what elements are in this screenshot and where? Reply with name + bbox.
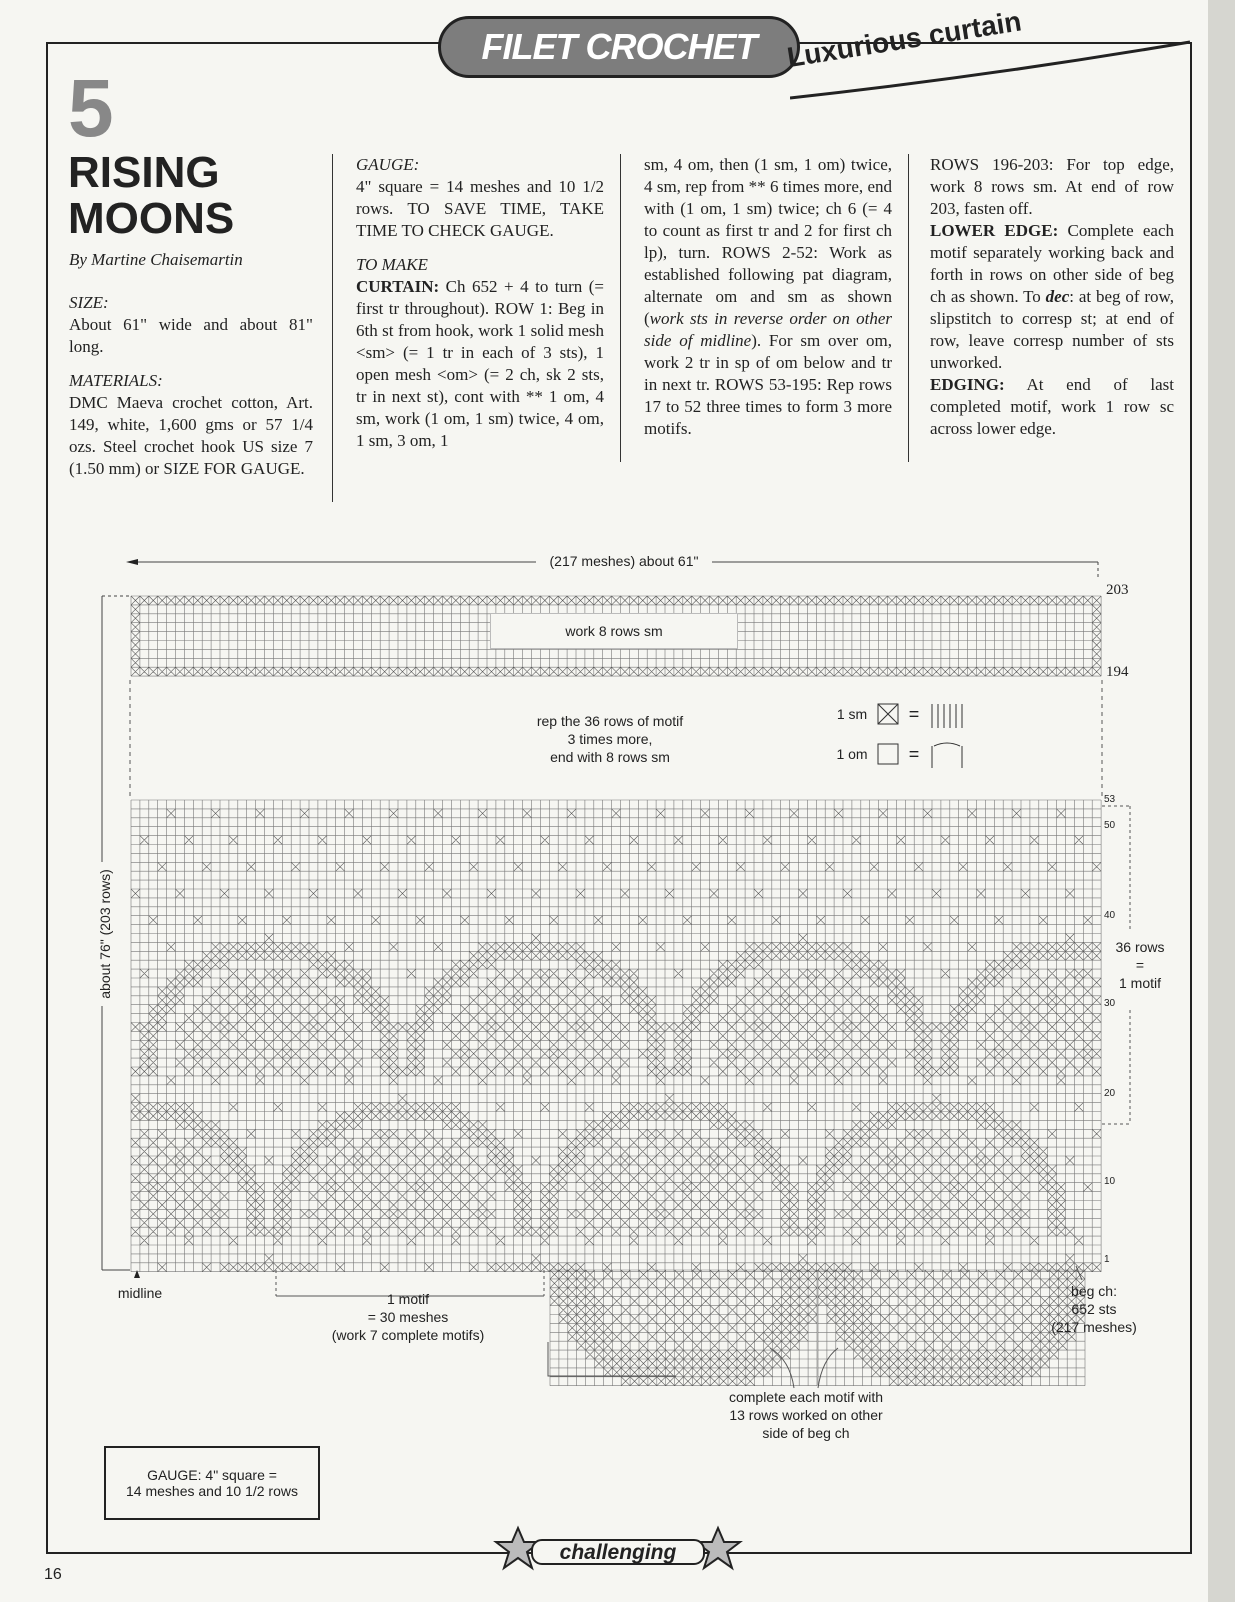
row-label-53: 53 — [1104, 794, 1116, 805]
byline: By Martine Chaisemartin — [69, 250, 243, 269]
repeat-note-line-1: rep the 36 rows of motif — [536, 713, 684, 729]
beg-ch-note — [1046, 1282, 1142, 1336]
pattern-number: 5 — [68, 63, 114, 154]
section-subtitle: Luxurious curtain — [784, 5, 1024, 74]
title-line-1: RISING — [68, 148, 220, 197]
row-label-40: 40 — [1104, 910, 1116, 921]
curtain-text: Ch 652 + 4 to turn (= first tr throughout). ROW 1: Beg in 6th st from hook, work 1 solid mesh <sm> (= 1 tr in each of 3 sts), 1 open mesh <om> (= 2 ch, sk 2 sts, tr in next st), cont with ** 1 om, 4 sm, work (1 om, 1 sm) twice, 4 om, 1 sm, 3 om, 1 — [356, 277, 604, 450]
lower-edge-dec: dec — [1045, 287, 1070, 306]
gauge-heading: GAUGE: — [356, 155, 420, 174]
curtain-keyword: CURTAIN: — [356, 277, 440, 296]
motif-grid — [131, 800, 1101, 1272]
rows-text-b: ). For sm over om, work 2 tr in sp of om below and tr in next tr. ROWS 53-195: Rep rows 17 to 52 three times to form 3 more motifs. — [644, 331, 892, 438]
repeat-note-line-2: 3 times more, — [567, 731, 653, 747]
challenging-badge — [492, 1524, 744, 1576]
size-text: About 61" wide and about 81" long. — [69, 315, 313, 356]
motif-rows-note — [1100, 938, 1180, 992]
rows-text-italic: work sts in reverse order on other side of midline — [644, 309, 892, 350]
row-label-30: 30 — [1104, 998, 1116, 1009]
motif-width-line-3: (work 7 complete motifs) — [331, 1327, 485, 1343]
width-label: (217 meshes) about 61" — [536, 552, 712, 570]
lower-edge-grid — [550, 1270, 1085, 1386]
row-label-50: 50 — [1104, 820, 1116, 831]
row-label-20: 20 — [1104, 1088, 1116, 1099]
beg-ch-line-2: 652 sts — [1071, 1301, 1117, 1317]
gauge-box — [104, 1446, 320, 1520]
tomake-heading: TO MAKE — [356, 255, 428, 274]
legend-om-label: 1 om — [836, 746, 868, 762]
top-edge-text: ROWS 196-203: For top edge, work 8 rows sm. At end of row 203, fasten off. — [930, 155, 1174, 218]
motif-width-line-1: 1 motif — [386, 1291, 429, 1307]
beg-ch-line-1: beg ch: — [1071, 1283, 1117, 1299]
section-title: FILET CROCHET — [481, 26, 757, 67]
motif-width-note — [316, 1290, 500, 1344]
materials-text: DMC Maeva crochet cotton, Art. 149, white, 1,600 gms or 57 1/4 ozs. Steel crochet hook US size 7 (1.50 mm) or SIZE FOR GAUGE. — [69, 393, 313, 478]
complete-motif-note — [700, 1388, 912, 1442]
height-label: about 76" (203 rows) — [97, 869, 113, 999]
materials-heading: MATERIALS: — [69, 371, 163, 390]
complete-note-line-3: side of beg ch — [762, 1425, 850, 1441]
lower-edge-text-a: Complete each motif separately working back and forth in rows on other side of beg ch as shown. To — [930, 221, 1174, 306]
motif-rows-line-2: = — [1135, 957, 1145, 973]
midline-label: midline — [117, 1285, 163, 1301]
lower-edge-keyword: LOWER EDGE: — [930, 221, 1059, 240]
gauge-box-line-2: 14 meshes and 10 1/2 rows — [126, 1483, 298, 1499]
row-label-1: 1 — [1104, 1254, 1110, 1265]
lower-edge-text-b: : at beg of row, slipstitch to corresp st; at end of row, leave corresp number of sts unworked. — [930, 287, 1174, 372]
repeat-note — [500, 712, 720, 766]
complete-note-line-1: complete each motif with — [728, 1389, 884, 1405]
difficulty-label: challenging — [559, 1541, 677, 1564]
size-heading: SIZE: — [69, 293, 109, 312]
gauge-text: 4" square = 14 meshes and 10 1/2 rows. TO SAVE TIME, TAKE TIME TO CHECK GAUGE. — [356, 177, 604, 240]
edging-keyword: EDGING: — [930, 375, 1005, 394]
legend-sm-label: 1 sm — [836, 706, 868, 722]
row-label-203: 203 — [1106, 582, 1129, 598]
motif-rows-line-1: 36 rows — [1115, 939, 1165, 955]
beg-ch-line-3: (217 meshes) — [1051, 1319, 1137, 1335]
edging-text: At end of last completed motif, work 1 row sc across lower edge. — [930, 375, 1174, 438]
legend-om-equals: = — [908, 744, 920, 764]
motif-width-line-2: = 30 meshes — [367, 1309, 449, 1325]
rows-text-a: sm, 4 om, then (1 sm, 1 om) twice, 4 sm, rep from ** 6 times more, end with (1 om, 1 sm) twice; ch 6 (= 4 to count as first tr and 2 for first ch lp), turn. ROWS 2-52: Work as established following pat diagram, alternate om and sm as shown ( — [644, 155, 892, 328]
row-label-10: 10 — [1104, 1176, 1116, 1187]
page-number: 16 — [44, 1566, 62, 1583]
complete-note-line-2: 13 rows worked on other — [729, 1407, 883, 1423]
row-label-194: 194 — [1106, 664, 1129, 680]
top-band-label: work 8 rows sm — [490, 613, 738, 649]
repeat-note-line-3: end with 8 rows sm — [550, 749, 670, 765]
gauge-box-line-1: GAUGE: 4" square = — [147, 1467, 277, 1483]
title-line-2: MOONS — [68, 194, 235, 243]
legend-sm-equals: = — [908, 704, 920, 724]
motif-rows-line-3: 1 motif — [1118, 975, 1161, 991]
tr-symbol-icon — [932, 704, 962, 768]
